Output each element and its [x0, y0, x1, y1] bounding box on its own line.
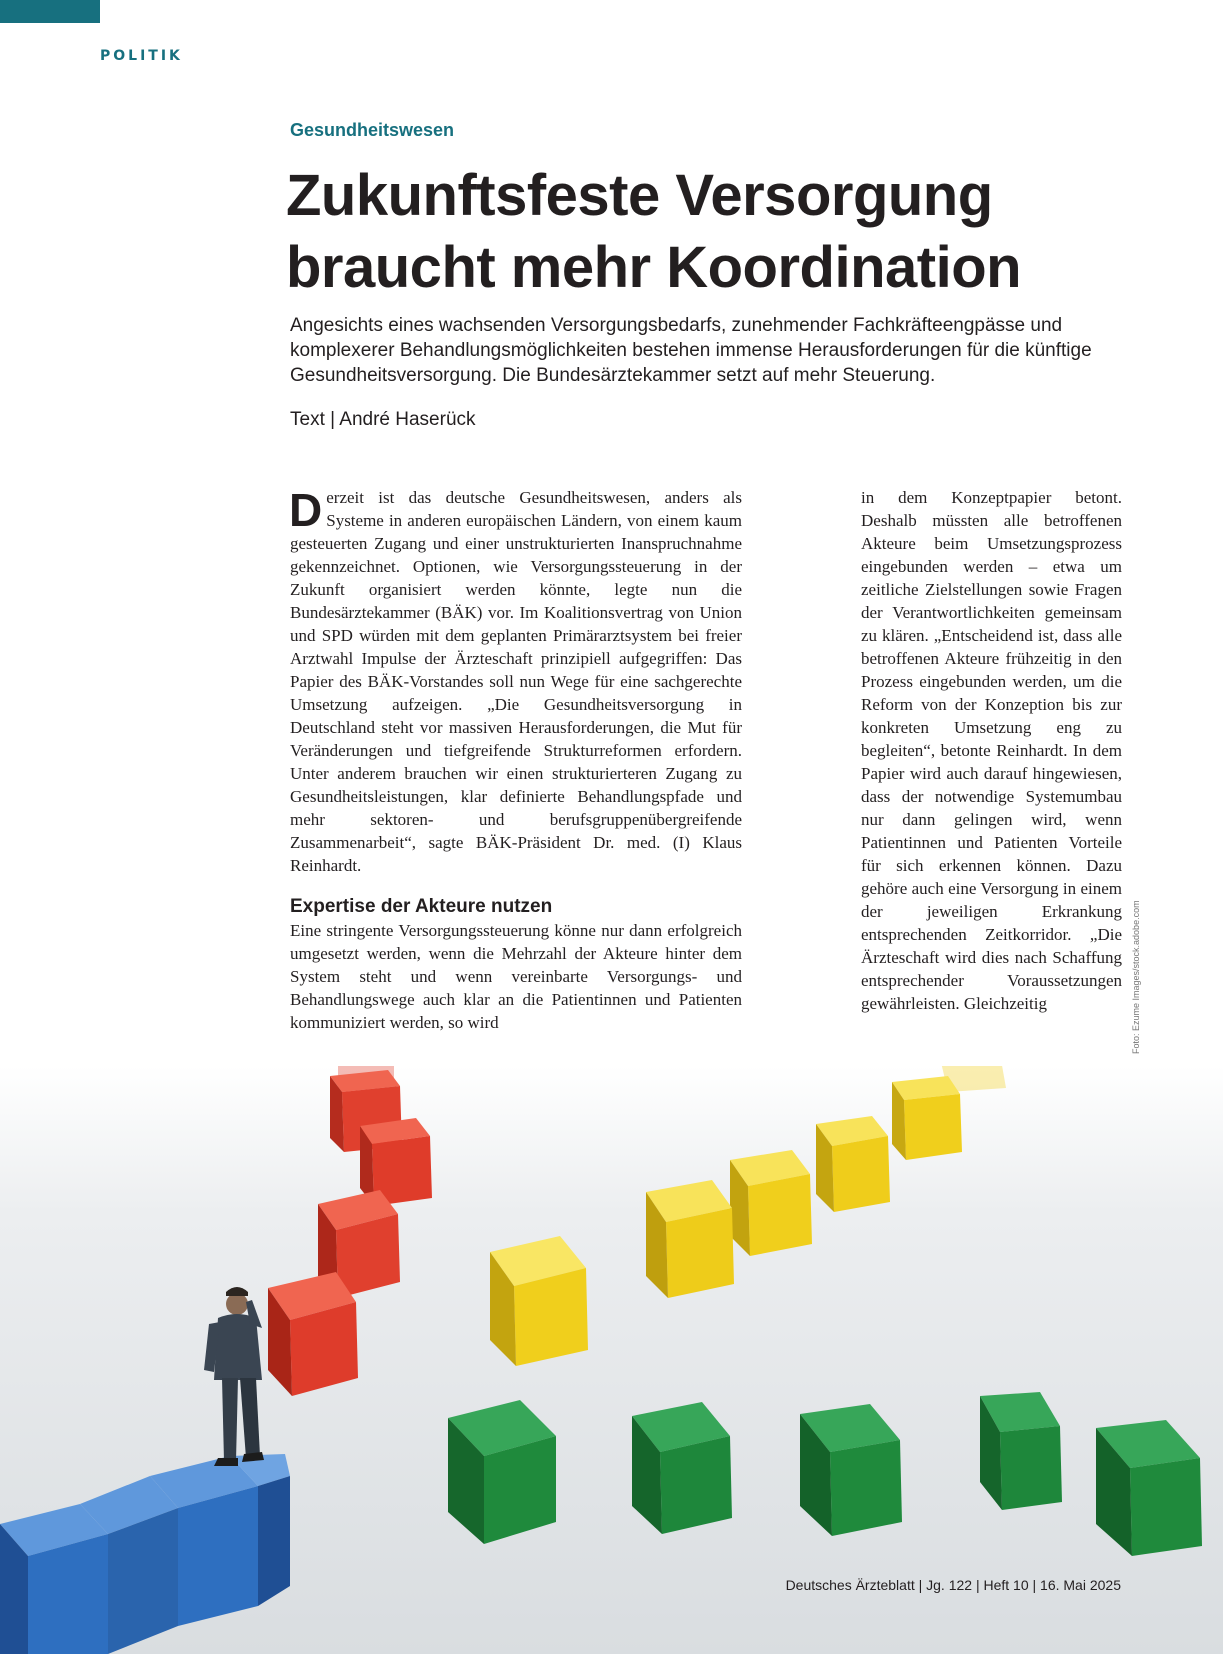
body-paragraph-3: in dem Konzeptpapier betont. Deshalb müssten alle betroffenen Akteure beim Umsetzungsprozess eingebunden werden – etwa um zeitliche Zielstellungen sowie Fragen der Verantwortlichkeiten gemeinsam zu klären. „Entscheidend ist, dass alle betroffenen Akteure frühzeitig in den Prozess eingebunden werden, um die Reform von der Konzeption bis zur konkreten Umsetzung eng zu begleiten“, betonte Reinhardt. In dem Papier wird auch darauf hingewiesen, dass der notwendige Systemumbau nur dann gelingen wird, wenn Patientinnen und Patienten Vorteile für sich erkennen können. Dazu gehöre auch eine Versorgung in einem der jeweiligen Erkrankung entsprechenden Zeitkorridor. „Die Ärzteschaft wird dies nach Schaffung entsprechender Voraussetzungen gewährleisten. Gleichzeitig: [861, 488, 1122, 1013]
article-headline: [286, 160, 1021, 304]
article-photo: [0, 1066, 1223, 1654]
headline-line-1: Zukunftsfeste Versorgung: [286, 163, 993, 228]
body-paragraph-1-text: erzeit ist das deutsche Gesundheitswesen, anders als Systeme in anderen europäischen Ländern, von einem kaum gesteuerten Zugang und einer unstrukturierten Inanspruchnahme gekennzeichnet. Optionen, wie Versorgungssteuerung in der Zukunft organisiert werden könnte, legte nun die Bundesärztekammer (BÄK) vor. Im Koalitionsvertrag von Union und SPD würden mit dem geplanten Primärarztsystem bei freier Arztwahl Impulse der Ärzteschaft prinzipiell aufgegriffen: Das Papier des BÄK-Vorstandes soll nun Wege für eine sachgerechte Umsetzung aufzeigen. „Die Gesundheitsversorgung in Deutschland steht vor massiven Herausforderungen, die Mut für Veränderungen und tiefgreifende Strukturreformen erfordern. Unter anderem brauchen wir einen strukturierteren Zugang zu Gesundheitsleistungen, klar definierte Behandlungspfade und mehr sektoren- und berufsgruppenübergreifende Zusammenarbeit“, sagte BÄK-Präsident Dr. med. (I) Klaus Reinhardt.: [290, 488, 742, 875]
body-paragraph-1: [290, 486, 742, 877]
section-color-bar: [0, 0, 100, 23]
drop-cap: D: [289, 484, 323, 536]
section-label: POLITIK: [100, 48, 183, 64]
photo-illustration: [0, 1066, 1223, 1654]
article-byline: Text | André Haserück: [290, 409, 476, 430]
body-subheading: Expertise der Akteure nutzen: [290, 896, 553, 917]
article-kicker: Gesundheitswesen: [290, 120, 455, 140]
body-column-right: [861, 486, 1122, 1015]
page-footer: Deutsches Ärzteblatt | Jg. 122 | Heft 10 | 16. Mai 2025: [785, 1577, 1121, 1593]
headline-line-2: braucht mehr Koordination: [286, 235, 1022, 300]
body-paragraph-2: Eine stringente Versorgungssteuerung könne nur dann erfolgreich umgesetzt werden, wenn die Mehrzahl der Akteure hinter dem System steht und wenn vereinbarte Versorgungs- und Behandlungswege auch klar an die Patientinnen und Patienten kommuniziert werden, so wird: [290, 921, 742, 1032]
body-column-left: [290, 486, 742, 1034]
article-lead: Angesichts eines wachsenden Versorgungsbedarfs, zunehmender Fachkräfteengpässe und komplexerer Behandlungsmöglichkeiten bestehen immense Herausforderungen für die künftige Gesundheitsversorgung. Die Bundesärztekammer setzt auf mehr Steuerung.: [290, 315, 1092, 386]
photo-credit: Foto: Ezume Images/stock.adobe.com: [1131, 900, 1141, 1054]
